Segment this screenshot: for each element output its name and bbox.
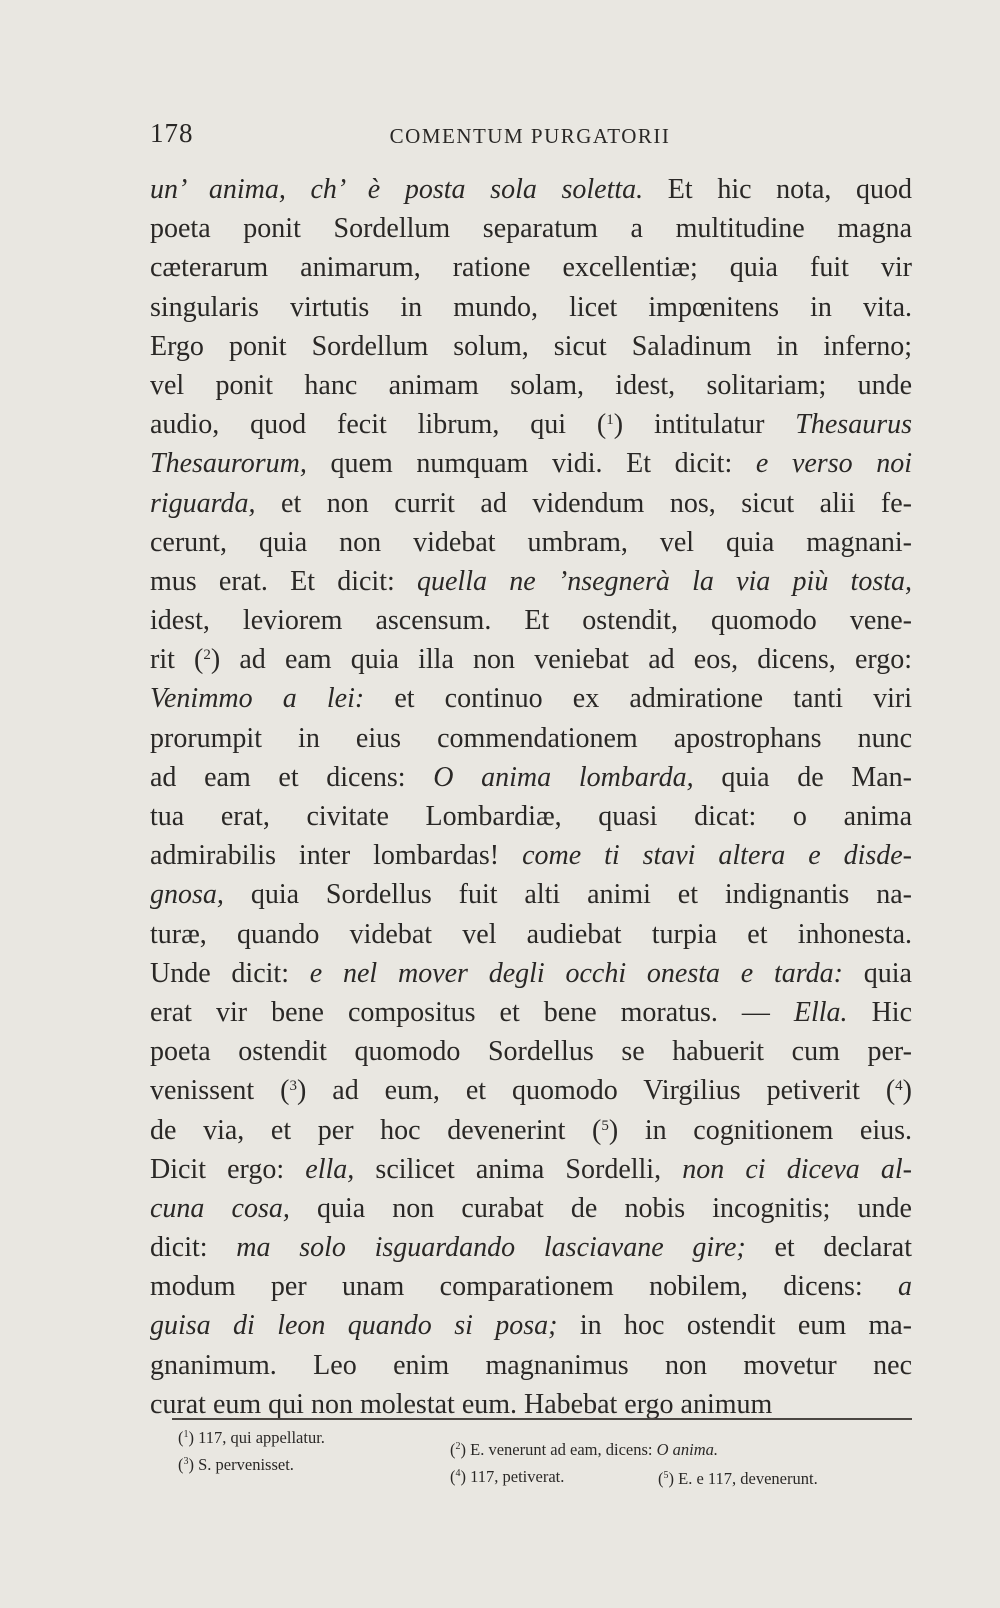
italic-quote: a bbox=[898, 1271, 912, 1303]
text-line: cerunt, quia non videbat umbram, vel quia magnani- bbox=[150, 526, 912, 558]
text-line: venissent ($^3$) ad eum, et quomodo Virgilius petiverit ($^4$) bbox=[150, 1075, 912, 1107]
text-line: mus erat. Et dicit: quella ne ’nsegnerà la via più tosta, bbox=[150, 565, 913, 597]
text-line: idest, leviorem ascensum. Et ostendit, quomodo vene- bbox=[150, 605, 912, 637]
text-line: Unde dicit: e nel mover degli occhi onesta e tarda: quia bbox=[150, 957, 912, 989]
text-line: gnanimum. Leo enim magnanimus non movetur nec bbox=[150, 1349, 912, 1381]
italic-quote: guisa di leon quando si posa; bbox=[150, 1310, 558, 1342]
text-line: de via, et per hoc devenerint ($^5$) in cognitionem eius. bbox=[150, 1114, 913, 1146]
footnote-1: ($^1$) 117, qui appellatur. bbox=[178, 1428, 325, 1447]
italic-quote: Ella. bbox=[793, 996, 848, 1028]
italic-quote: Thesaurus bbox=[795, 409, 912, 441]
footnote-3: ($^3$) S. pervenisset. bbox=[178, 1455, 294, 1474]
italic-quote: gnosa, bbox=[150, 879, 224, 911]
text-line: ad eam et dicens: O anima lombarda, quia de Man- bbox=[150, 761, 912, 793]
text-line: Dicit ergo: ella, scilicet anima Sordelli, non ci diceva al- bbox=[150, 1153, 913, 1185]
footnote-ref: 2 bbox=[203, 647, 211, 664]
text-line: rit ($^2$) ad eam quia illa non veniebat ad eos, dicens, ergo: bbox=[150, 644, 912, 676]
italic-quote: e nel mover degli occhi onesta e tarda: bbox=[309, 957, 843, 989]
running-head: COMENTUM PURGATORII bbox=[389, 124, 671, 148]
text-line: riguarda, et non currit ad videndum nos, sicut alii fe- bbox=[150, 487, 912, 519]
text-line: singularis virtutis in mundo, licet impœnitens in vita. bbox=[150, 291, 912, 323]
text-line: dicit: ma solo isguardando lasciavane gire; et declarat bbox=[150, 1232, 913, 1264]
footnote-ref: 1 bbox=[606, 412, 614, 429]
italic-quote: ella, bbox=[305, 1153, 355, 1185]
italic-quote: Venimmo a lei: bbox=[150, 683, 365, 715]
text-line: prorumpit in eius commendationem apostrophans nunc bbox=[150, 722, 912, 754]
text-line: guisa di leon quando si posa; in hoc ostendit eum ma- bbox=[150, 1310, 913, 1342]
italic-quote: cuna cosa, bbox=[150, 1192, 290, 1224]
italic-quote: come ti stavi altera e disde- bbox=[522, 840, 912, 872]
text-line: turæ, quando videbat vel audiebat turpia et inhonesta. bbox=[150, 918, 912, 950]
text-line: cuna cosa, quia non curabat de nobis incognitis; unde bbox=[150, 1192, 912, 1224]
commentary-text bbox=[150, 170, 912, 1424]
text-line: Venimmo a lei: et continuo ex admiratione tanti viri bbox=[150, 683, 912, 715]
footnote-4: ($^4$) 117, petiverat. bbox=[450, 1467, 565, 1486]
text-line: Ergo ponit Sordellum solum, sicut Saladinum in inferno; bbox=[150, 330, 912, 362]
text-line: modum per unam comparationem nobilem, dicens: a bbox=[150, 1271, 912, 1303]
italic-quote: un’ anima, ch’ è posta sola soletta. bbox=[150, 174, 644, 205]
italic-quote: O anima lombarda, bbox=[433, 761, 694, 793]
text-line: cæterarum animarum, ratione excellentiæ; quia fuit vir bbox=[150, 252, 912, 284]
footnote-2: ($^2$) E. venerunt ad eam, dicens: O anima. bbox=[450, 1440, 719, 1459]
footnote-ref: 3 bbox=[289, 1078, 297, 1095]
text-line: poeta ostendit quomodo Sordellus se habuerit cum per- bbox=[150, 1036, 912, 1068]
text-line: un’ anima, ch’ è posta sola soletta. Et hic nota, quod bbox=[150, 174, 913, 205]
italic-quote: ma solo isguardando lasciavane gire; bbox=[236, 1232, 746, 1264]
text-line: Thesaurorum, quem numquam vidi. Et dicit: e verso noi bbox=[150, 448, 912, 480]
footnote-ref: 4 bbox=[895, 1078, 903, 1095]
italic-quote: quella ne ’nsegnerà la via più tosta, bbox=[417, 565, 913, 597]
text-line: tua erat, civitate Lombardiæ, quasi dicat: o anima bbox=[150, 801, 912, 832]
italic-quote: non ci diceva al- bbox=[682, 1153, 913, 1185]
footnote-ref: 5 bbox=[601, 1117, 609, 1134]
text-line: vel ponit hanc animam solam, idest, solitariam; unde bbox=[150, 369, 912, 401]
italic-quote: e verso noi bbox=[755, 448, 912, 480]
text-line: gnosa, quia Sordellus fuit alti animi et indignantis na- bbox=[150, 879, 912, 911]
italic-quote: Thesaurorum, bbox=[150, 448, 307, 480]
text-line: poeta ponit Sordellum separatum a multitudine magna bbox=[150, 213, 912, 245]
text-line: audio, quod fecit librum, qui ($^1$) intitulatur Thesaurus bbox=[150, 409, 912, 441]
footnote-divider bbox=[172, 1418, 912, 1420]
text-line: admirabilis inter lombardas! come ti stavi altera e disde- bbox=[150, 840, 912, 872]
text-line: erat vir bene compositus et bene moratus. — Ella. Hic bbox=[150, 996, 912, 1028]
text-line: curat eum qui non molestat eum. Habebat ergo animum bbox=[150, 1388, 773, 1420]
footnote-5: ($^5$) E. e 117, devenerunt. bbox=[658, 1469, 818, 1488]
page-number: 178 bbox=[150, 118, 194, 148]
page-header bbox=[150, 118, 910, 158]
italic-quote: riguarda, bbox=[150, 487, 256, 519]
